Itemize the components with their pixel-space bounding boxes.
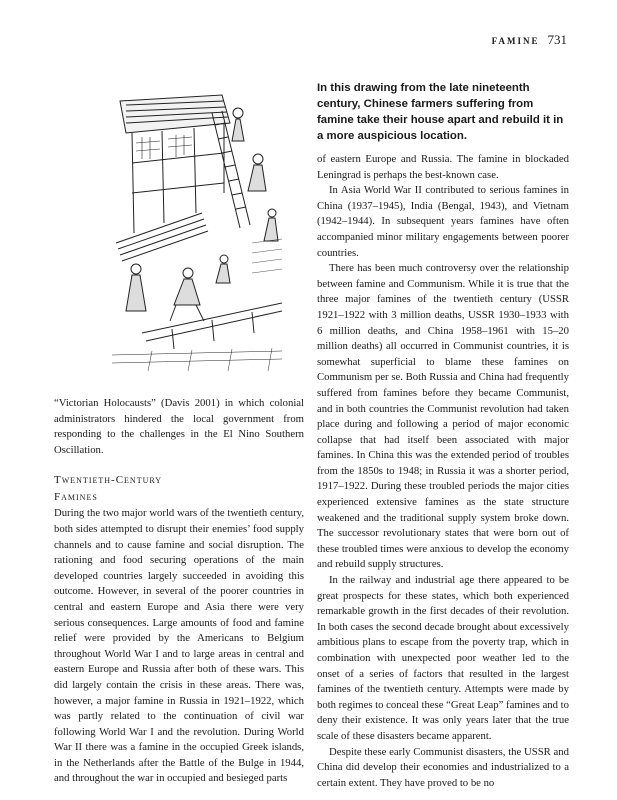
left-column: [54, 396, 304, 787]
section-heading-line2: Famines: [54, 491, 98, 504]
paragraph-despite: Despite these early Communist disasters, the USSR and China did develop their economies and industrialized to a certain extent. They have proved to be no: [317, 745, 569, 789]
figure-caption: In this drawing from the late nineteenth century, Chinese farmers suffering from famine take their house apart and rebuild it in a more auspicious location.: [317, 82, 564, 142]
paragraph-continued: of eastern Europe and Russia. The famine in blockaded Leningrad is perhaps the best-known case.: [317, 153, 569, 181]
section-heading-line1: Twentieth-Century: [54, 474, 163, 487]
paragraph-communism: There has been much controversy over the relationship between famine and Communism. While it is true that the three major famines of the twentieth century (USSR 1921–1922 with 3 million deaths, USSR 1930–1933 with 6 million deaths, and China 1958–1961 with 15–20 million deaths) all occurred in Communist countries, it is somewhat superficial to blame these famines on Communism per se. Both Russia and China had frequently suffered from famines before they became Communist, and in both countries the Communist revolution had taken place during and following a period of major economic collapse that had itself been associated with major famines. In China this was the extended period of troubles from the 1850s to 1948; in Russia it was a shorter period, 1917–1922. During these troubled periods the major cities experienced extensive famines as the state structure weakened and the traditional supply system broke down. The successor revolutionary states that were born out of these troubled times were anxious to develop the economy and rebuild supply structures.: [317, 262, 569, 571]
paragraph-asia: In Asia World War II contributed to serious famines in China (1937–1945), India (Bengal, 1943), and Vietnam (1942–1944). In subsequent years famines have often accompanied minor military engagements between poorer countries.: [317, 184, 569, 259]
illustration-drawing: [112, 93, 282, 371]
running-header: [492, 32, 567, 48]
section-heading: [54, 472, 304, 506]
running-title: FAMINE: [491, 36, 540, 46]
right-column: [317, 152, 569, 791]
paragraph-intro: “Victorian Holocausts” (Davis 2001) in which colonial administrators hindered the local government from responding to the challenges in the El Nino Southern Oscillation.: [54, 397, 304, 456]
paragraph-wars: During the two major world wars of the twentieth century, both sides attempted to disrupt their enemies’ food supply channels and to cause famine and social disruption. The rationing and food securing operations of the main developed countries largely succeeded in avoiding this outcome. However, in several of the poorer countries in central and eastern Europe and Asia there were very serious consequences. Large amounts of food and famine relief were provided by the Americans to Belgium throughout World War I and to large areas in central and eastern Europe and Russia after both of these wars. This did largely contain the crisis in these areas. There was, however, a major famine in Russia in 1921–1922, which was partly related to the continuation of civil war following World War I and the revolution. During World War II there was a famine in the occupied Greek islands, in the Netherlands after the Battle of the Bulge in 1944, and throughout the war in occupied and besieged parts: [54, 507, 304, 785]
paragraph-railway: In the railway and industrial age there appeared to be great prospects for these states, which both experienced remarkable growth in the first decades of their revolution. In both cases the second decade brought about excessively ambitious plans to escape from the poverty trap, which in combination with unexpected poor weather led to the onset of a series of factors that resulted in the largest famines of the twentieth century. Attempts were made by both regimes to conceal these “Great Leap” famines and to deny their existence. It was only years later that the true scale of these disasters became apparent.: [317, 574, 569, 742]
woodcut-illustration: [112, 93, 282, 371]
page-number: 731: [547, 32, 567, 47]
